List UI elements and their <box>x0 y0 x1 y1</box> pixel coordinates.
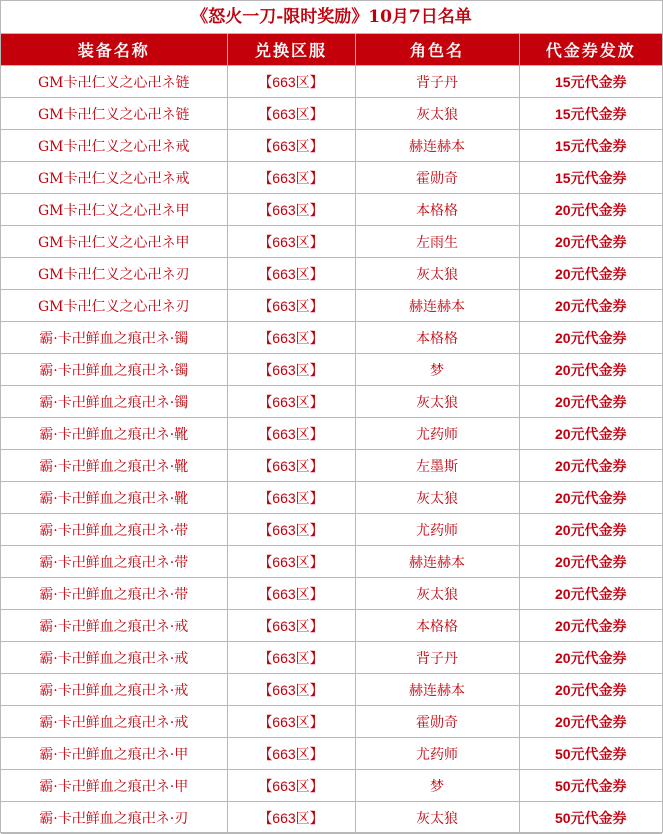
table-row <box>1 450 662 482</box>
table-row <box>1 674 662 706</box>
character-cell: 灰太狼 <box>355 98 519 130</box>
page-title: 《怒火一刀-限时奖励》10月7日名单 <box>1 1 662 34</box>
server-cell: 【663区】 <box>227 226 355 258</box>
character-cell: 本格格 <box>355 194 519 226</box>
reward-table <box>1 34 662 834</box>
table-row <box>1 610 662 642</box>
reward-cell: 20元代金券 <box>519 642 662 674</box>
reward-cell: 20元代金券 <box>519 418 662 450</box>
reward-cell: 20元代金券 <box>519 290 662 322</box>
character-cell: 赫连赫本 <box>355 290 519 322</box>
character-cell: 灰太狼 <box>355 386 519 418</box>
table-row <box>1 578 662 610</box>
reward-cell: 50元代金券 <box>519 802 662 834</box>
character-cell: 尤药师 <box>355 418 519 450</box>
reward-cell: 15元代金券 <box>519 162 662 194</box>
equipment-cell: 霸·卡卍鲜血之痕卍ネ·靴 <box>1 482 227 514</box>
server-cell: 【663区】 <box>227 354 355 386</box>
reward-cell: 15元代金券 <box>519 130 662 162</box>
table-row <box>1 706 662 738</box>
character-cell: 赫连赫本 <box>355 130 519 162</box>
table-row <box>1 162 662 194</box>
reward-cell: 15元代金券 <box>519 66 662 98</box>
equipment-cell: GM卡卍仁义之心卍ネ戒 <box>1 130 227 162</box>
equipment-cell: 霸·卡卍鲜血之痕卍ネ·戒 <box>1 674 227 706</box>
server-cell: 【663区】 <box>227 706 355 738</box>
character-cell: 本格格 <box>355 322 519 354</box>
server-cell: 【663区】 <box>227 546 355 578</box>
equipment-cell: 霸·卡卍鲜血之痕卍ネ·刃 <box>1 802 227 834</box>
table-header-row <box>1 34 662 66</box>
server-cell: 【663区】 <box>227 674 355 706</box>
character-cell: 赫连赫本 <box>355 546 519 578</box>
reward-cell: 20元代金券 <box>519 354 662 386</box>
character-cell: 灰太狼 <box>355 258 519 290</box>
table-row <box>1 802 662 834</box>
reward-cell: 20元代金券 <box>519 514 662 546</box>
equipment-cell: 霸·卡卍鲜血之痕卍ネ·戒 <box>1 706 227 738</box>
character-cell: 背子丹 <box>355 642 519 674</box>
server-cell: 【663区】 <box>227 162 355 194</box>
character-cell: 梦 <box>355 770 519 802</box>
equipment-cell: 霸·卡卍鲜血之痕卍ネ·带 <box>1 546 227 578</box>
equipment-cell: 霸·卡卍鲜血之痕卍ネ·甲 <box>1 738 227 770</box>
table-row <box>1 66 662 98</box>
reward-cell: 20元代金券 <box>519 610 662 642</box>
character-cell: 尤药师 <box>355 514 519 546</box>
table-row <box>1 642 662 674</box>
character-cell: 尤药师 <box>355 738 519 770</box>
equipment-cell: GM卡卍仁义之心卍ネ戒 <box>1 162 227 194</box>
character-cell: 左雨生 <box>355 226 519 258</box>
reward-cell: 20元代金券 <box>519 258 662 290</box>
equipment-cell: 霸·卡卍鲜血之痕卍ネ·镯 <box>1 386 227 418</box>
reward-cell: 20元代金券 <box>519 578 662 610</box>
character-cell: 灰太狼 <box>355 802 519 834</box>
equipment-cell: 霸·卡卍鲜血之痕卍ネ·戒 <box>1 610 227 642</box>
server-cell: 【663区】 <box>227 290 355 322</box>
table-row <box>1 738 662 770</box>
table-row <box>1 354 662 386</box>
equipment-cell: 霸·卡卍鲜血之痕卍ネ·带 <box>1 514 227 546</box>
equipment-cell: GM卡卍仁义之心卍ネ链 <box>1 66 227 98</box>
table-row <box>1 482 662 514</box>
reward-cell: 15元代金券 <box>519 98 662 130</box>
equipment-cell: GM卡卍仁义之心卍ネ甲 <box>1 194 227 226</box>
equipment-cell: GM卡卍仁义之心卍ネ刃 <box>1 258 227 290</box>
reward-cell: 50元代金券 <box>519 770 662 802</box>
character-cell: 背子丹 <box>355 66 519 98</box>
server-cell: 【663区】 <box>227 418 355 450</box>
reward-cell: 20元代金券 <box>519 386 662 418</box>
reward-cell: 20元代金券 <box>519 706 662 738</box>
table-row <box>1 290 662 322</box>
server-cell: 【663区】 <box>227 322 355 354</box>
table-row <box>1 98 662 130</box>
equipment-cell: 霸·卡卍鲜血之痕卍ネ·靴 <box>1 418 227 450</box>
character-cell: 赫连赫本 <box>355 674 519 706</box>
reward-cell: 20元代金券 <box>519 674 662 706</box>
server-cell: 【663区】 <box>227 130 355 162</box>
table-row <box>1 226 662 258</box>
server-cell: 【663区】 <box>227 66 355 98</box>
character-cell: 灰太狼 <box>355 482 519 514</box>
reward-cell: 20元代金券 <box>519 450 662 482</box>
character-cell: 霍勋奇 <box>355 162 519 194</box>
server-cell: 【663区】 <box>227 98 355 130</box>
character-cell: 灰太狼 <box>355 578 519 610</box>
server-cell: 【663区】 <box>227 802 355 834</box>
equipment-cell: 霸·卡卍鲜血之痕卍ネ·甲 <box>1 770 227 802</box>
reward-cell: 20元代金券 <box>519 194 662 226</box>
equipment-cell: GM卡卍仁义之心卍ネ刃 <box>1 290 227 322</box>
table-row <box>1 130 662 162</box>
reward-cell: 20元代金券 <box>519 546 662 578</box>
reward-cell: 50元代金券 <box>519 738 662 770</box>
table-row <box>1 386 662 418</box>
character-cell: 左墨斯 <box>355 450 519 482</box>
server-cell: 【663区】 <box>227 482 355 514</box>
equipment-cell: 霸·卡卍鲜血之痕卍ネ·镯 <box>1 354 227 386</box>
header-server: 兑换区服 <box>227 34 355 66</box>
equipment-cell: 霸·卡卍鲜血之痕卍ネ·带 <box>1 578 227 610</box>
server-cell: 【663区】 <box>227 610 355 642</box>
server-cell: 【663区】 <box>227 578 355 610</box>
server-cell: 【663区】 <box>227 194 355 226</box>
table-row <box>1 546 662 578</box>
server-cell: 【663区】 <box>227 642 355 674</box>
equipment-cell: GM卡卍仁义之心卍ネ链 <box>1 98 227 130</box>
reward-cell: 20元代金券 <box>519 226 662 258</box>
table-row <box>1 194 662 226</box>
character-cell: 本格格 <box>355 610 519 642</box>
header-reward: 代金券发放 <box>519 34 662 66</box>
character-cell: 梦 <box>355 354 519 386</box>
server-cell: 【663区】 <box>227 738 355 770</box>
table-row <box>1 322 662 354</box>
equipment-cell: 霸·卡卍鲜血之痕卍ネ·靴 <box>1 450 227 482</box>
table-row <box>1 258 662 290</box>
table-row <box>1 770 662 802</box>
table-row <box>1 514 662 546</box>
table-row <box>1 418 662 450</box>
equipment-cell: 霸·卡卍鲜血之痕卍ネ·戒 <box>1 642 227 674</box>
server-cell: 【663区】 <box>227 258 355 290</box>
equipment-cell: 霸·卡卍鲜血之痕卍ネ·镯 <box>1 322 227 354</box>
header-character: 角色名 <box>355 34 519 66</box>
header-equipment: 装备名称 <box>1 34 227 66</box>
reward-cell: 20元代金券 <box>519 482 662 514</box>
equipment-cell: GM卡卍仁义之心卍ネ甲 <box>1 226 227 258</box>
server-cell: 【663区】 <box>227 514 355 546</box>
reward-cell: 20元代金券 <box>519 322 662 354</box>
server-cell: 【663区】 <box>227 770 355 802</box>
character-cell: 霍勋奇 <box>355 706 519 738</box>
server-cell: 【663区】 <box>227 386 355 418</box>
server-cell: 【663区】 <box>227 450 355 482</box>
